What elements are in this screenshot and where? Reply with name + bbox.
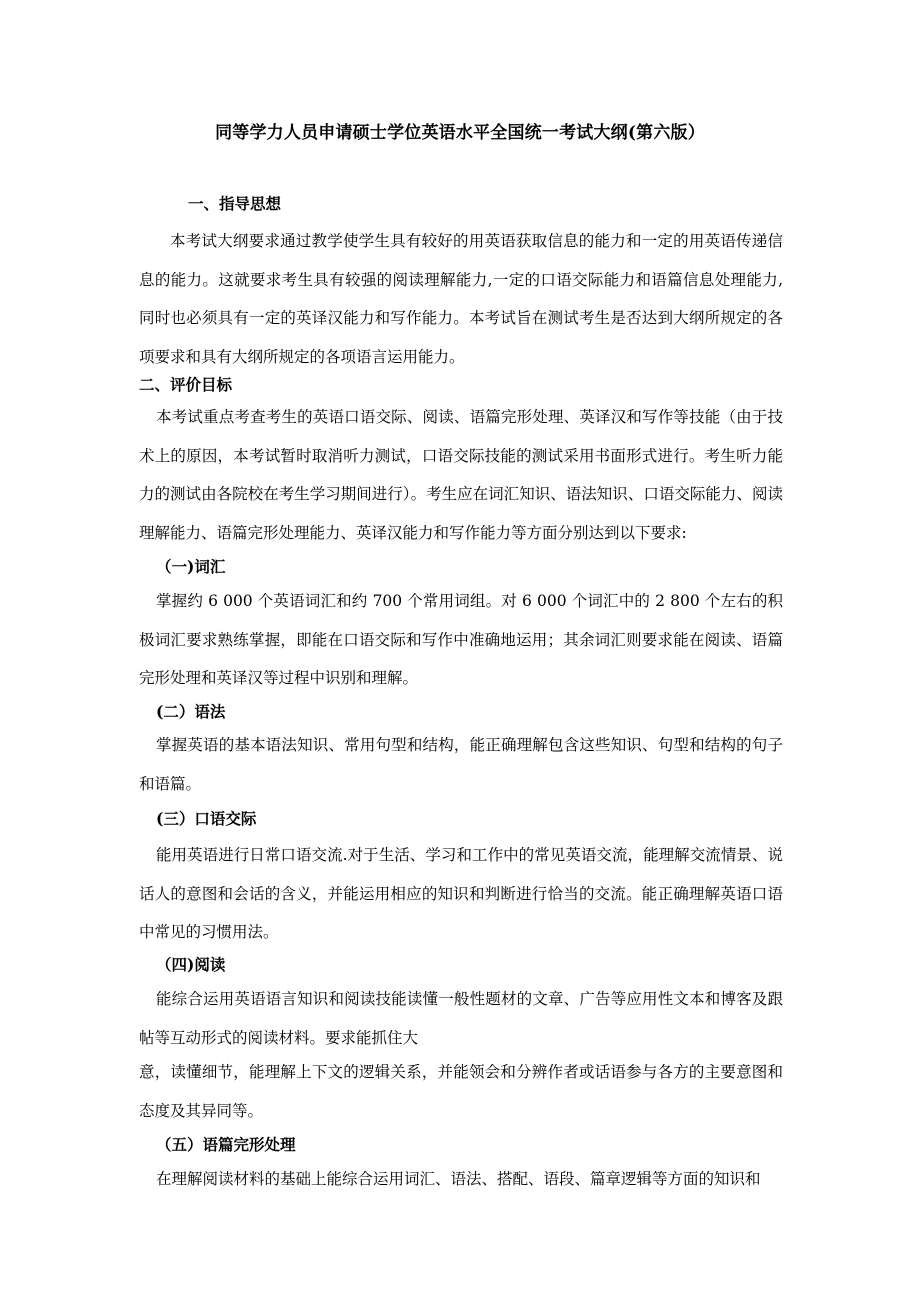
section-heading-guiding-principle: 一、指导思想 <box>188 194 282 213</box>
subsection-heading-reading: （四)阅读 <box>156 955 226 974</box>
subsection-heading-grammar: (二）语法 <box>156 702 226 721</box>
paragraph-vocabulary: 掌握约 6 000 个英语词汇和约 700 个常用词组。对 6 000 个词汇中的 2 800 个左右的积极词汇要求熟练掌握，即能在口语交际和写作中准确地运用；其余词汇则要求能在阅读、语篇完形处理和英译汉等过程中识别和理解。 <box>139 592 783 687</box>
paragraph-oral-communication: 能用英语进行日常口语交流.对于生活、学习和工作中的常见英语交流，能理解交流情景、说话人的意图和会话的含义，并能运用相应的知识和判断进行恰当的交流。能正确理解英语口语中常见的习惯用法。 <box>139 846 783 941</box>
subsection-heading-vocabulary: （一)词汇 <box>156 557 226 576</box>
paragraph-evaluation-goals: 本考试重点考查考生的英语口语交际、阅读、语篇完形处理、英译汉和写作等技能（由于技术上的原因，本考试暂时取消听力测试，口语交际技能的测试采用书面形式进行。考生听力能力的测试由各院校在考生学习期间进行）。考生应在词汇知识、语法知识、口语交际能力、阅读理解能力、语篇完形处理能力、英译汉能力和写作能力等方面分别达到以下要求: <box>139 408 783 542</box>
paragraph-cloze: 在理解阅读材料的基础上能综合运用词汇、语法、搭配、语段、篇章逻辑等方面的知识和 <box>156 1170 761 1188</box>
page-title: 同等学力人员申请硕士学位英语水平全国统一考试大纲(第六版） <box>215 123 705 143</box>
subsection-heading-cloze: （五）语篇完形处理 <box>156 1135 296 1154</box>
subsection-heading-oral-communication: (三）口语交际 <box>156 809 257 828</box>
paragraph-reading-part2: 意，读懂细节，能理解上下文的逻辑关系，并能领会和分辨作者或话语参与各方的主要意图和态度及其异同等。 <box>139 1063 783 1120</box>
paragraph-reading-part1: 能综合运用英语语言知识和阅读技能读懂一般性题材的文章、广告等应用性文本和博客及跟帖等互动形式的阅读材料。要求能抓住大 <box>139 990 783 1047</box>
paragraph-grammar: 掌握英语的基本语法知识、常用句型和结构，能正确理解包含这些知识、句型和结构的句子和语篇。 <box>139 736 783 793</box>
paragraph-guiding-principle: 本考试大纲要求通过教学使学生具有较好的用英语获取信息的能力和一定的用英语传递信息的能力。这就要求考生具有较强的阅读理解能力,一定的口语交际能力和语篇信息处理能力,同时也必须具有一定的英译汉能力和写作能力。本考试旨在测试考生是否达到大纲所规定的各项要求和具有大纲所规定的各项语言运用能力。 <box>139 232 783 366</box>
section-heading-evaluation-goals: 二、评价目标 <box>139 375 233 394</box>
